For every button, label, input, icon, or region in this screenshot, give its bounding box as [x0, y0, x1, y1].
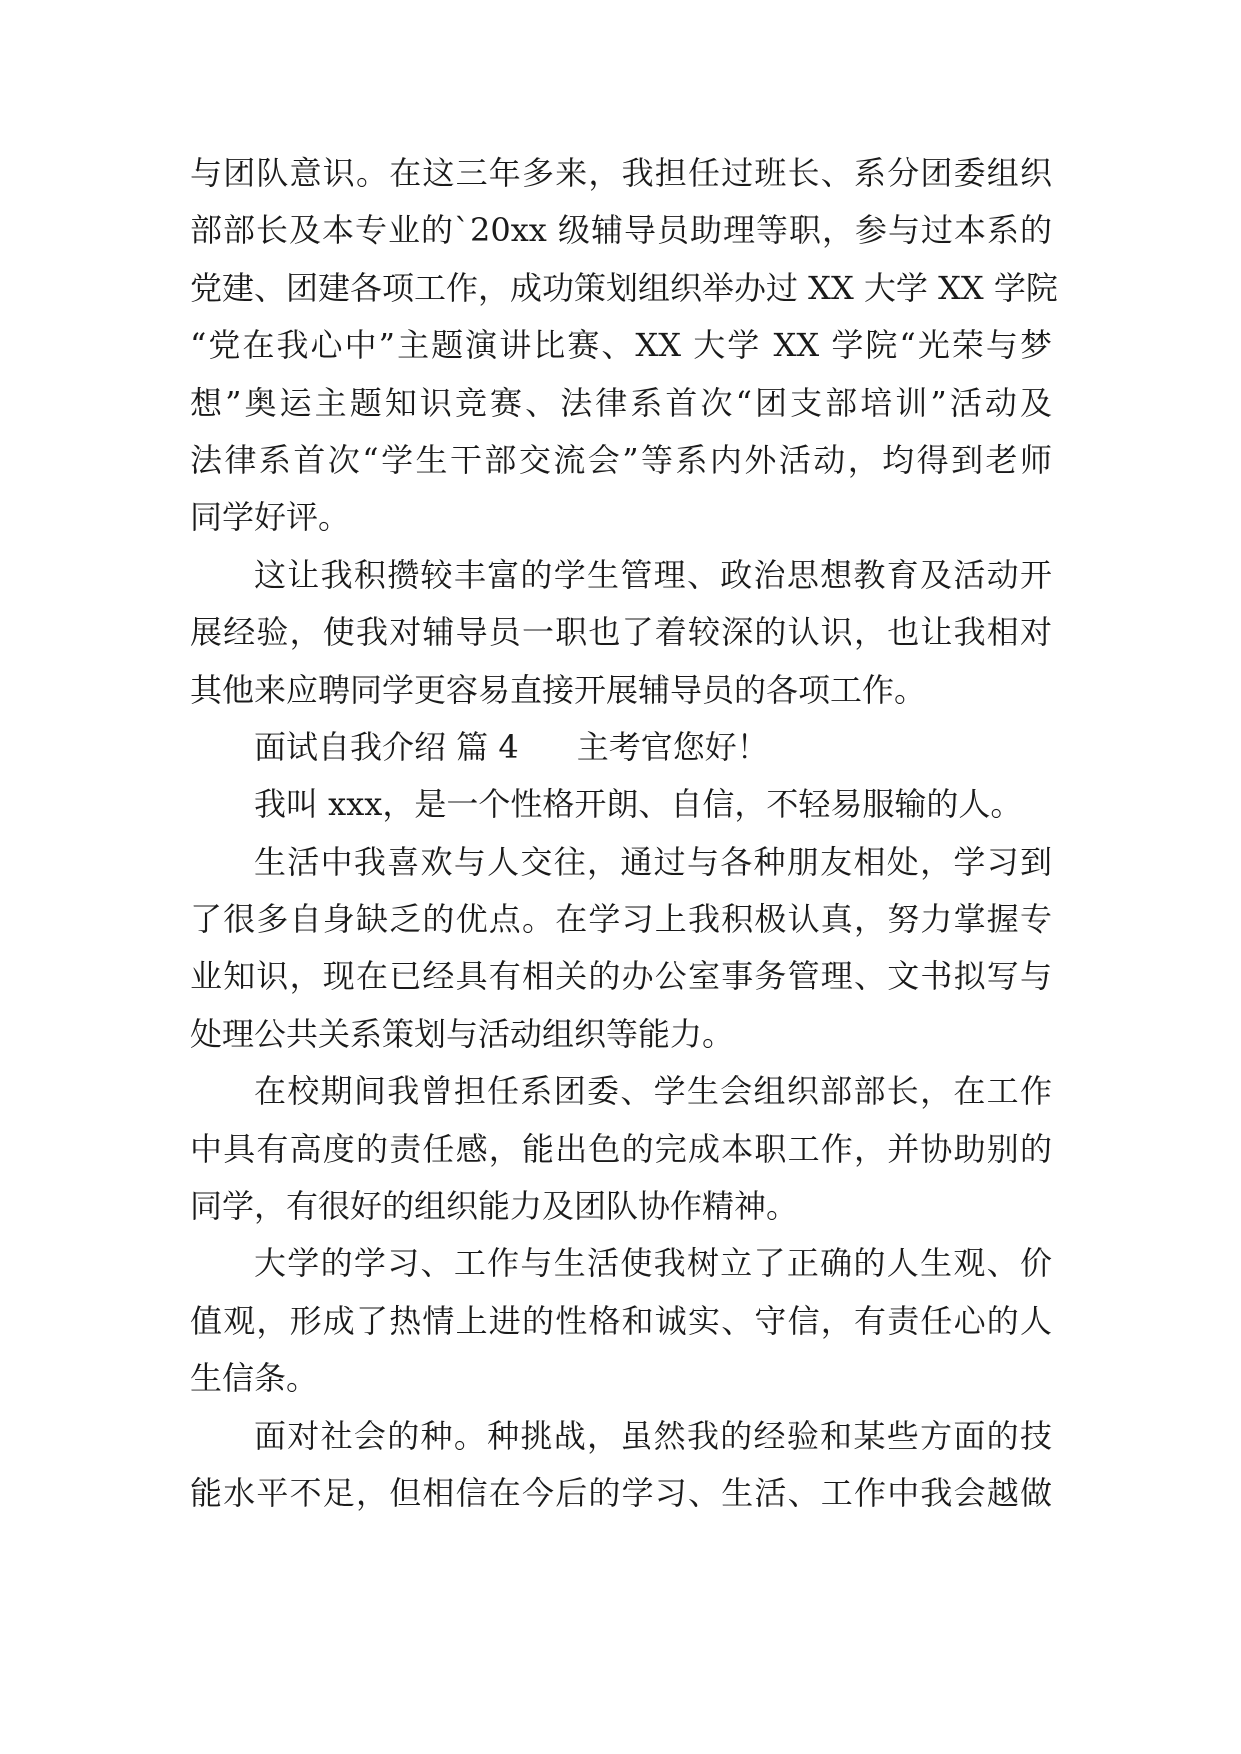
text-line: 同学，有很好的组织能力及团队协作精神。 [190, 1187, 799, 1226]
text-line: “党在我心中”主题演讲比赛、XX 大学 XX 学院“光荣与梦 [190, 326, 1052, 365]
section-heading-line [190, 719, 1052, 776]
text-line: 法律系首次“学生干部交流会”等系内外活动，均得到老师 [190, 440, 1052, 479]
paragraph-first-line: 这让我积攒较丰富的学生管理、政治思想教育及活动开 [254, 555, 1052, 594]
text-line: 生信条。 [190, 1359, 319, 1398]
text-line: 业知识，现在已经具有相关的办公室事务管理、文书拟写与 [190, 957, 1052, 996]
document-page [190, 145, 1058, 1522]
paragraph-first-line: 大学的学习、工作与生活使我树立了正确的人生观、价 [254, 1244, 1052, 1283]
text-line: 能水平不足，但相信在今后的学习、生活、工作中我会越做 [190, 1473, 1052, 1512]
text-line: 同学好评。 [190, 498, 351, 537]
text-line: 与团队意识。在这三年多来，我担任过班长、系分团委组织 [190, 154, 1052, 192]
section-heading: 面试自我介绍 篇 4 [254, 727, 519, 766]
text-line: 展经验，使我对辅导员一职也了着较深的认识，也让我相对 [190, 613, 1052, 652]
paragraph-first-line: 在校期间我曾担任系团委、学生会组织部部长，在工作 [254, 1072, 1052, 1111]
text-line: 党建、团建各项工作，成功策划组织举办过 XX 大学 XX 学院 [190, 268, 1058, 307]
text-line: 值观，形成了热情上进的性格和诚实、守信，有责任心的人 [190, 1301, 1052, 1340]
paragraph-first-line: 我叫 xxx，是一个性格开朗、自信，不轻易服输的人。 [254, 785, 1023, 824]
paragraph-first-line: 生活中我喜欢与人交往，通过与各种朋友相处，学习到 [254, 842, 1052, 881]
text-line: 处理公共关系策划与活动组织等能力。 [190, 1014, 735, 1053]
paragraph-first-line: 面对社会的种。种挑战，虽然我的经验和某些方面的技 [254, 1416, 1052, 1455]
text-line: 部部长及本专业的`20xx 级辅导员助理等职，参与过本系的 [190, 211, 1052, 250]
text-line: 其他来应聘同学更容易直接开展辅导员的各项工作。 [190, 670, 927, 709]
text-line: 了很多自身缺乏的优点。在学习上我积极认真，努力掌握专 [190, 900, 1052, 939]
text-line: 中具有高度的责任感，能出色的完成本职工作，并协助别的 [190, 1129, 1052, 1168]
greeting: 主考官您好！ [576, 727, 769, 766]
text-line: 想”奥运主题知识竞赛、法律系首次“团支部培训”活动及 [190, 383, 1052, 422]
